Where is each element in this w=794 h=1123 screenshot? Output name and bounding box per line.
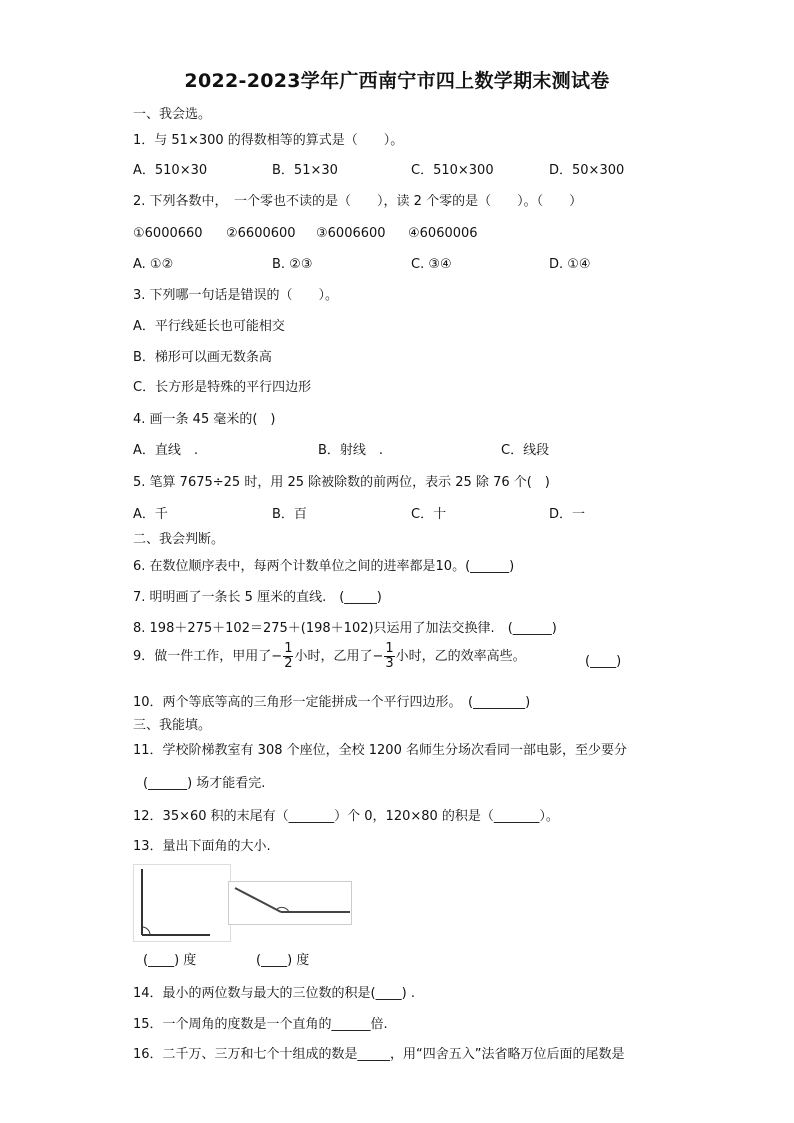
minus-sign-icon: − bbox=[372, 648, 384, 664]
question-11-line-2: (______) 场才能看完. bbox=[143, 776, 266, 791]
question-8: 8. 198＋275＋102＝275＋(198＋102)只运用了加法交换律. (______) bbox=[133, 621, 557, 636]
section-heading-choice: 一、我会选。 bbox=[133, 107, 212, 122]
q9-fraction-1-denominator: 2 bbox=[284, 656, 293, 671]
q4-option-a: A．直线 . bbox=[133, 443, 199, 458]
q3-option-a: A．平行线延长也可能相交 bbox=[133, 319, 285, 334]
q4-option-b: B．射线 . bbox=[318, 443, 384, 458]
q2-option-c: C. ③④ bbox=[411, 257, 452, 272]
q9-fraction-1-numerator: 1 bbox=[284, 641, 293, 656]
q4-option-c: C．线段 bbox=[501, 443, 550, 458]
question-13: 13．量出下面角的大小. bbox=[133, 839, 271, 854]
q13-answer-2: (____) 度 bbox=[256, 953, 310, 968]
q9-fraction-2-denominator: 3 bbox=[385, 656, 394, 671]
q9-fraction-2 bbox=[384, 642, 394, 671]
question-10: 10．两个等底等高的三角形一定能拼成一个平行四边形。 (________) bbox=[133, 695, 531, 710]
question-14: 14．最小的两位数与最大的三位数的积是(____) . bbox=[133, 986, 415, 1001]
question-5: 5. 笔算 7675÷25 时，用 25 除被除数的前两位，表示 25 除 76 个( ) bbox=[133, 475, 550, 490]
q2-option-b: B. ②③ bbox=[272, 257, 313, 272]
q2-number-3: ③6006600 bbox=[316, 226, 386, 241]
right-angle-icon bbox=[134, 865, 230, 941]
q9-text-3: 小时，乙的效率高些。 bbox=[395, 649, 526, 664]
q9-fraction-2-numerator: 1 bbox=[385, 641, 394, 656]
q3-option-b: B．梯形可以画无数条高 bbox=[133, 350, 272, 365]
question-11-line-1: 11．学校阶梯教室有 308 个座位，全校 1200 名师生分场次看同一部电影，至少要分 bbox=[133, 743, 627, 758]
question-1: 1．与 51×300 的得数相等的算式是（ ）。 bbox=[133, 133, 404, 148]
obtuse-angle-icon bbox=[229, 882, 351, 924]
q2-number-4: ④6060006 bbox=[408, 226, 478, 241]
minus-sign-icon: − bbox=[271, 648, 283, 664]
q2-option-a: A. ①② bbox=[133, 257, 174, 272]
q2-number-2: ②6600600 bbox=[226, 226, 296, 241]
q1-option-c: C．510×300 bbox=[411, 163, 494, 178]
section-heading-judge: 二、我会判断。 bbox=[133, 532, 225, 547]
q5-option-b: B．百 bbox=[272, 507, 307, 522]
q5-option-c: C．十 bbox=[411, 507, 447, 522]
q9-text-2: 小时，乙用了 bbox=[294, 649, 373, 664]
q5-option-d: D．一 bbox=[549, 507, 586, 522]
q3-option-c: C．长方形是特殊的平行四边形 bbox=[133, 380, 312, 395]
q1-option-b: B．51×30 bbox=[272, 163, 338, 178]
angle-figure-1 bbox=[133, 864, 231, 942]
q2-option-d: D. ①④ bbox=[549, 257, 591, 272]
q9-answer-blank: (____) bbox=[585, 654, 622, 669]
page-title: 2022-2023学年广西南宁市四上数学期末测试卷 bbox=[184, 70, 610, 92]
q5-option-a: A．千 bbox=[133, 507, 168, 522]
q9-fraction-1 bbox=[283, 642, 293, 671]
q1-option-a: A．510×30 bbox=[133, 163, 208, 178]
question-7: 7. 明明画了一条长 5 厘米的直线. (_____) bbox=[133, 590, 382, 605]
q9-text-1: 9．做一件工作，甲用了 bbox=[133, 649, 272, 664]
question-9 bbox=[133, 642, 526, 671]
question-16: 16．二千万、三万和七个十组成的数是_____，用“四舍五入”法省略万位后面的尾数是 bbox=[133, 1047, 625, 1062]
angle-figure-2 bbox=[228, 881, 352, 925]
question-2: 2. 下列各数中， 一个零也不读的是（ ），读 2 个零的是（ ）。（ ） bbox=[133, 194, 583, 209]
question-6: 6. 在数位顺序表中，每两个计数单位之间的进率都是10。(______) bbox=[133, 559, 515, 574]
question-15: 15．一个周角的度数是一个直角的______倍. bbox=[133, 1017, 388, 1032]
section-heading-fill: 三、我能填。 bbox=[133, 718, 212, 733]
q1-option-d: D．50×300 bbox=[549, 163, 625, 178]
q2-number-1: ①6000660 bbox=[133, 226, 203, 241]
question-4: 4. 画一条 45 毫米的( ) bbox=[133, 412, 276, 427]
q13-answer-1: (____) 度 bbox=[143, 953, 197, 968]
question-12: 12．35×60 积的末尾有（_______）个 0，120×80 的积是（_______）。 bbox=[133, 809, 559, 824]
question-3: 3. 下列哪一句话是错误的（ ）。 bbox=[133, 288, 339, 303]
